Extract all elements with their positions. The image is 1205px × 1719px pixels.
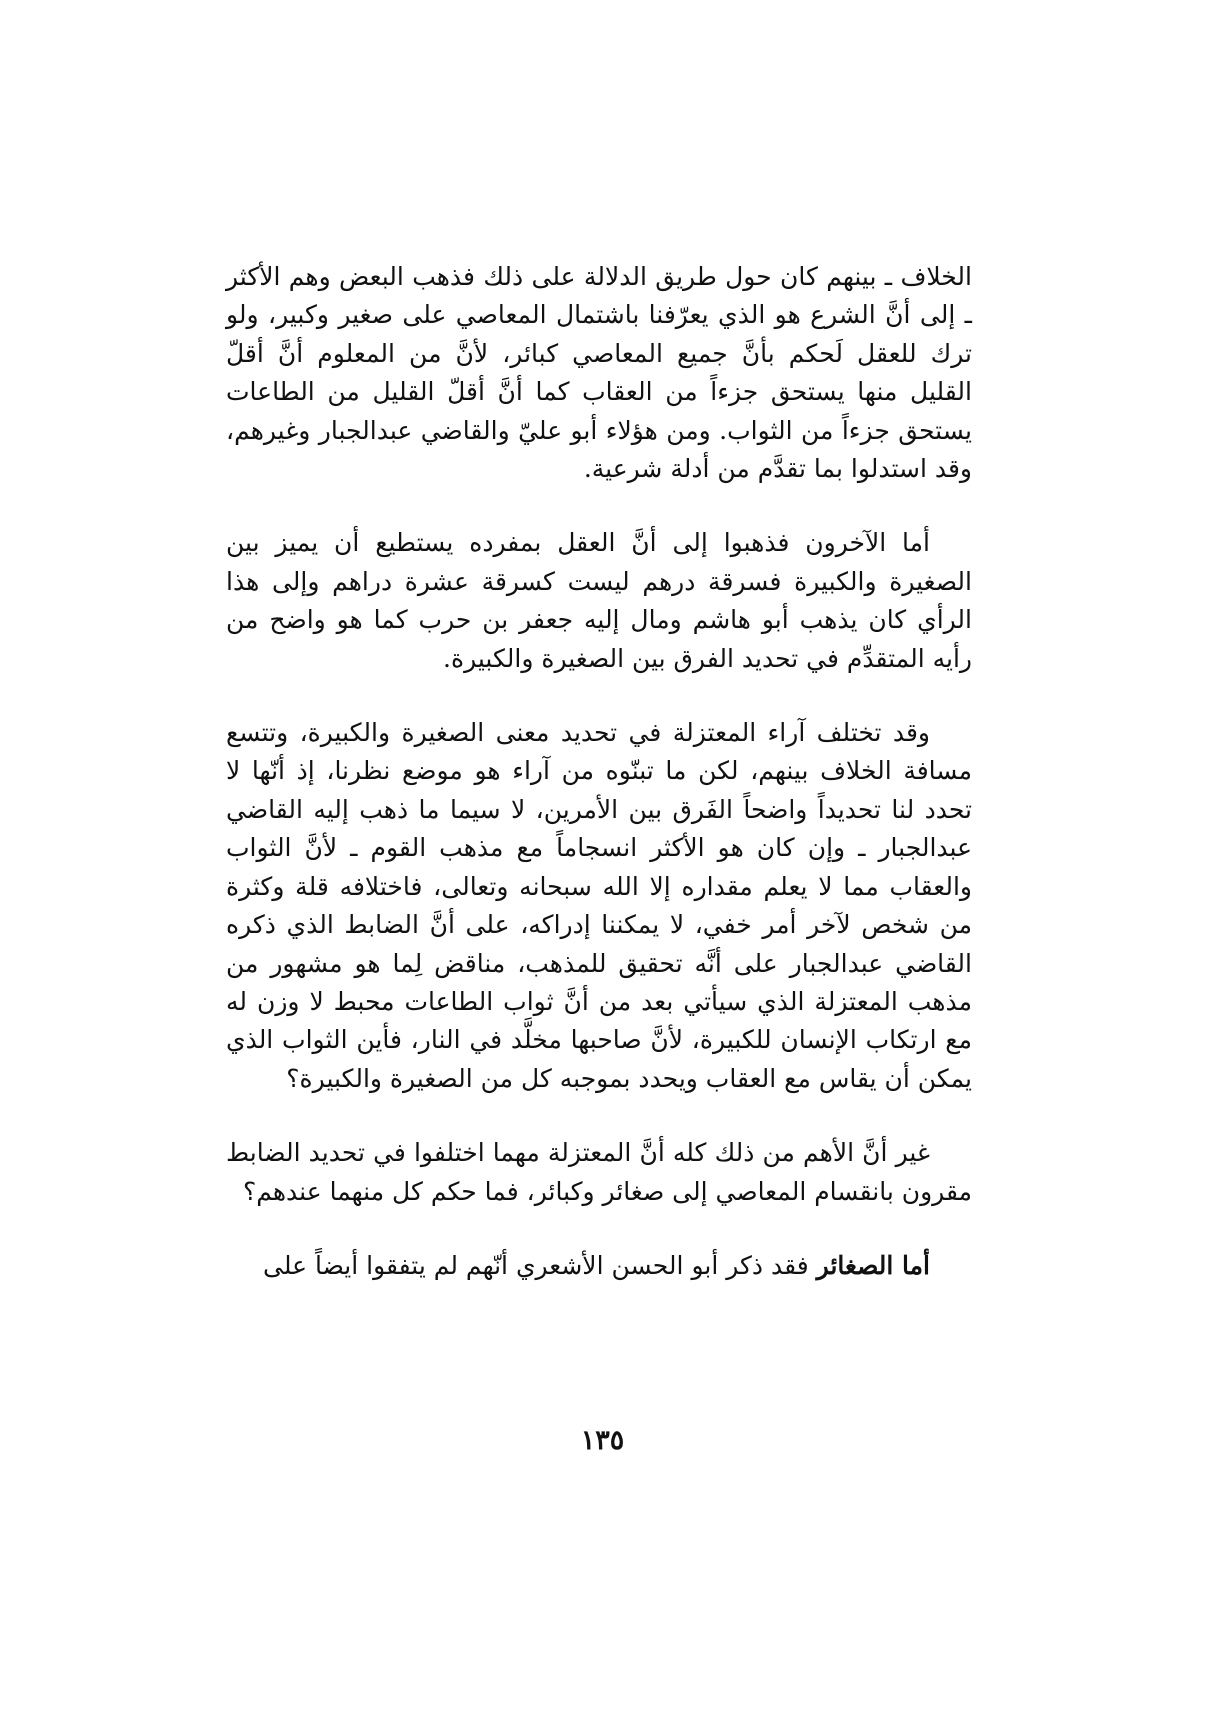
paragraph-3 [226, 714, 972, 1098]
paragraph-1-text: الخلاف ـ بينهم كان حول طريق الدلالة على ذلك فذهب البعض وهم الأكثر ـ إلى أنَّ الشرع هو الذي يعرّفنا باشتمال المعاصي على صغير وكبير، ولو ترك للعقل لَحكم بأنَّ جميع المعاصي كبائر، لأنَّ من المعلوم أنَّ أقلّ القليل منها يستحق جزءاً من العقاب كما أنَّ أقلّ القليل من الطاعات يستحق جزءاً من الثواب. ومن هؤلاء أبو عليّ والقاضي عبدالجبار وغيرهم، وقد استدلوا بما تقدَّم من أدلة شرعية. [226, 262, 972, 484]
paragraph-4 [226, 1134, 972, 1211]
body-text [226, 258, 972, 1285]
paragraph-3-text: وقد تختلف آراء المعتزلة في تحديد معنى الصغيرة والكبيرة، وتتسع مسافة الخلاف بينهم، لكن ما تبنّوه من آراء هو موضع نظرنا، إذ أنّها لا تحدد لنا تحديداً واضحاً الفَرق بين الأمرين، لا سيما ما ذهب إليه القاضي عبدالجبار ـ وإن كان هو الأكثر انسجاماً مع مذهب القوم ـ لأنَّ الثواب والعقاب مما لا يعلم مقداره إلا الله سبحانه وتعالى، فاختلافه قلة وكثرة من شخص لآخر أمر خفي، لا يمكننا إدراكه، على أنَّ الضابط الذي ذكره القاضي عبدالجبار على أنَّه تحقيق للمذهب، مناقض لِما هو مشهور من مذهب المعتزلة الذي سيأتي بعد من أنَّ ثواب الطاعات محبط لا وزن له مع ارتكاب الإنسان للكبيرة، لأنَّ صاحبها مخلَّد في النار، فأين الثواب الذي يمكن أن يقاس مع العقاب ويحدد بموجبه كل من الصغيرة والكبيرة؟ [226, 718, 972, 1093]
paragraph-5 [226, 1247, 972, 1285]
paragraph-5-heading: أما الصغائر [816, 1250, 930, 1280]
paragraph-1 [226, 258, 972, 488]
paragraph-2-text: أما الآخرون فذهبوا إلى أنَّ العقل بمفرده يستطيع أن يميز بين الصغيرة والكبيرة فسرقة درهم ليست كسرقة عشرة دراهم وإلى هذا الرأي كان يذهب أبو هاشم ومال إليه جعفر بن حرب كما هو واضح من رأيه المتقدِّم في تحديد الفرق بين الصغيرة والكبيرة. [226, 528, 972, 673]
paragraph-5-text: فقد ذكر أبو الحسن الأشعري أنّهم لم يتفقوا أيضاً على [263, 1250, 817, 1280]
paragraph-2 [226, 524, 972, 678]
page-number: ١٣٥ [580, 1425, 625, 1456]
paragraph-4-text: غير أنَّ الأهم من ذلك كله أنَّ المعتزلة مهما اختلفوا في تحديد الضابط مقرون بانقسام المعاصي إلى صغائر وكبائر، فما حكم كل منهما عندهم؟ [226, 1138, 972, 1206]
